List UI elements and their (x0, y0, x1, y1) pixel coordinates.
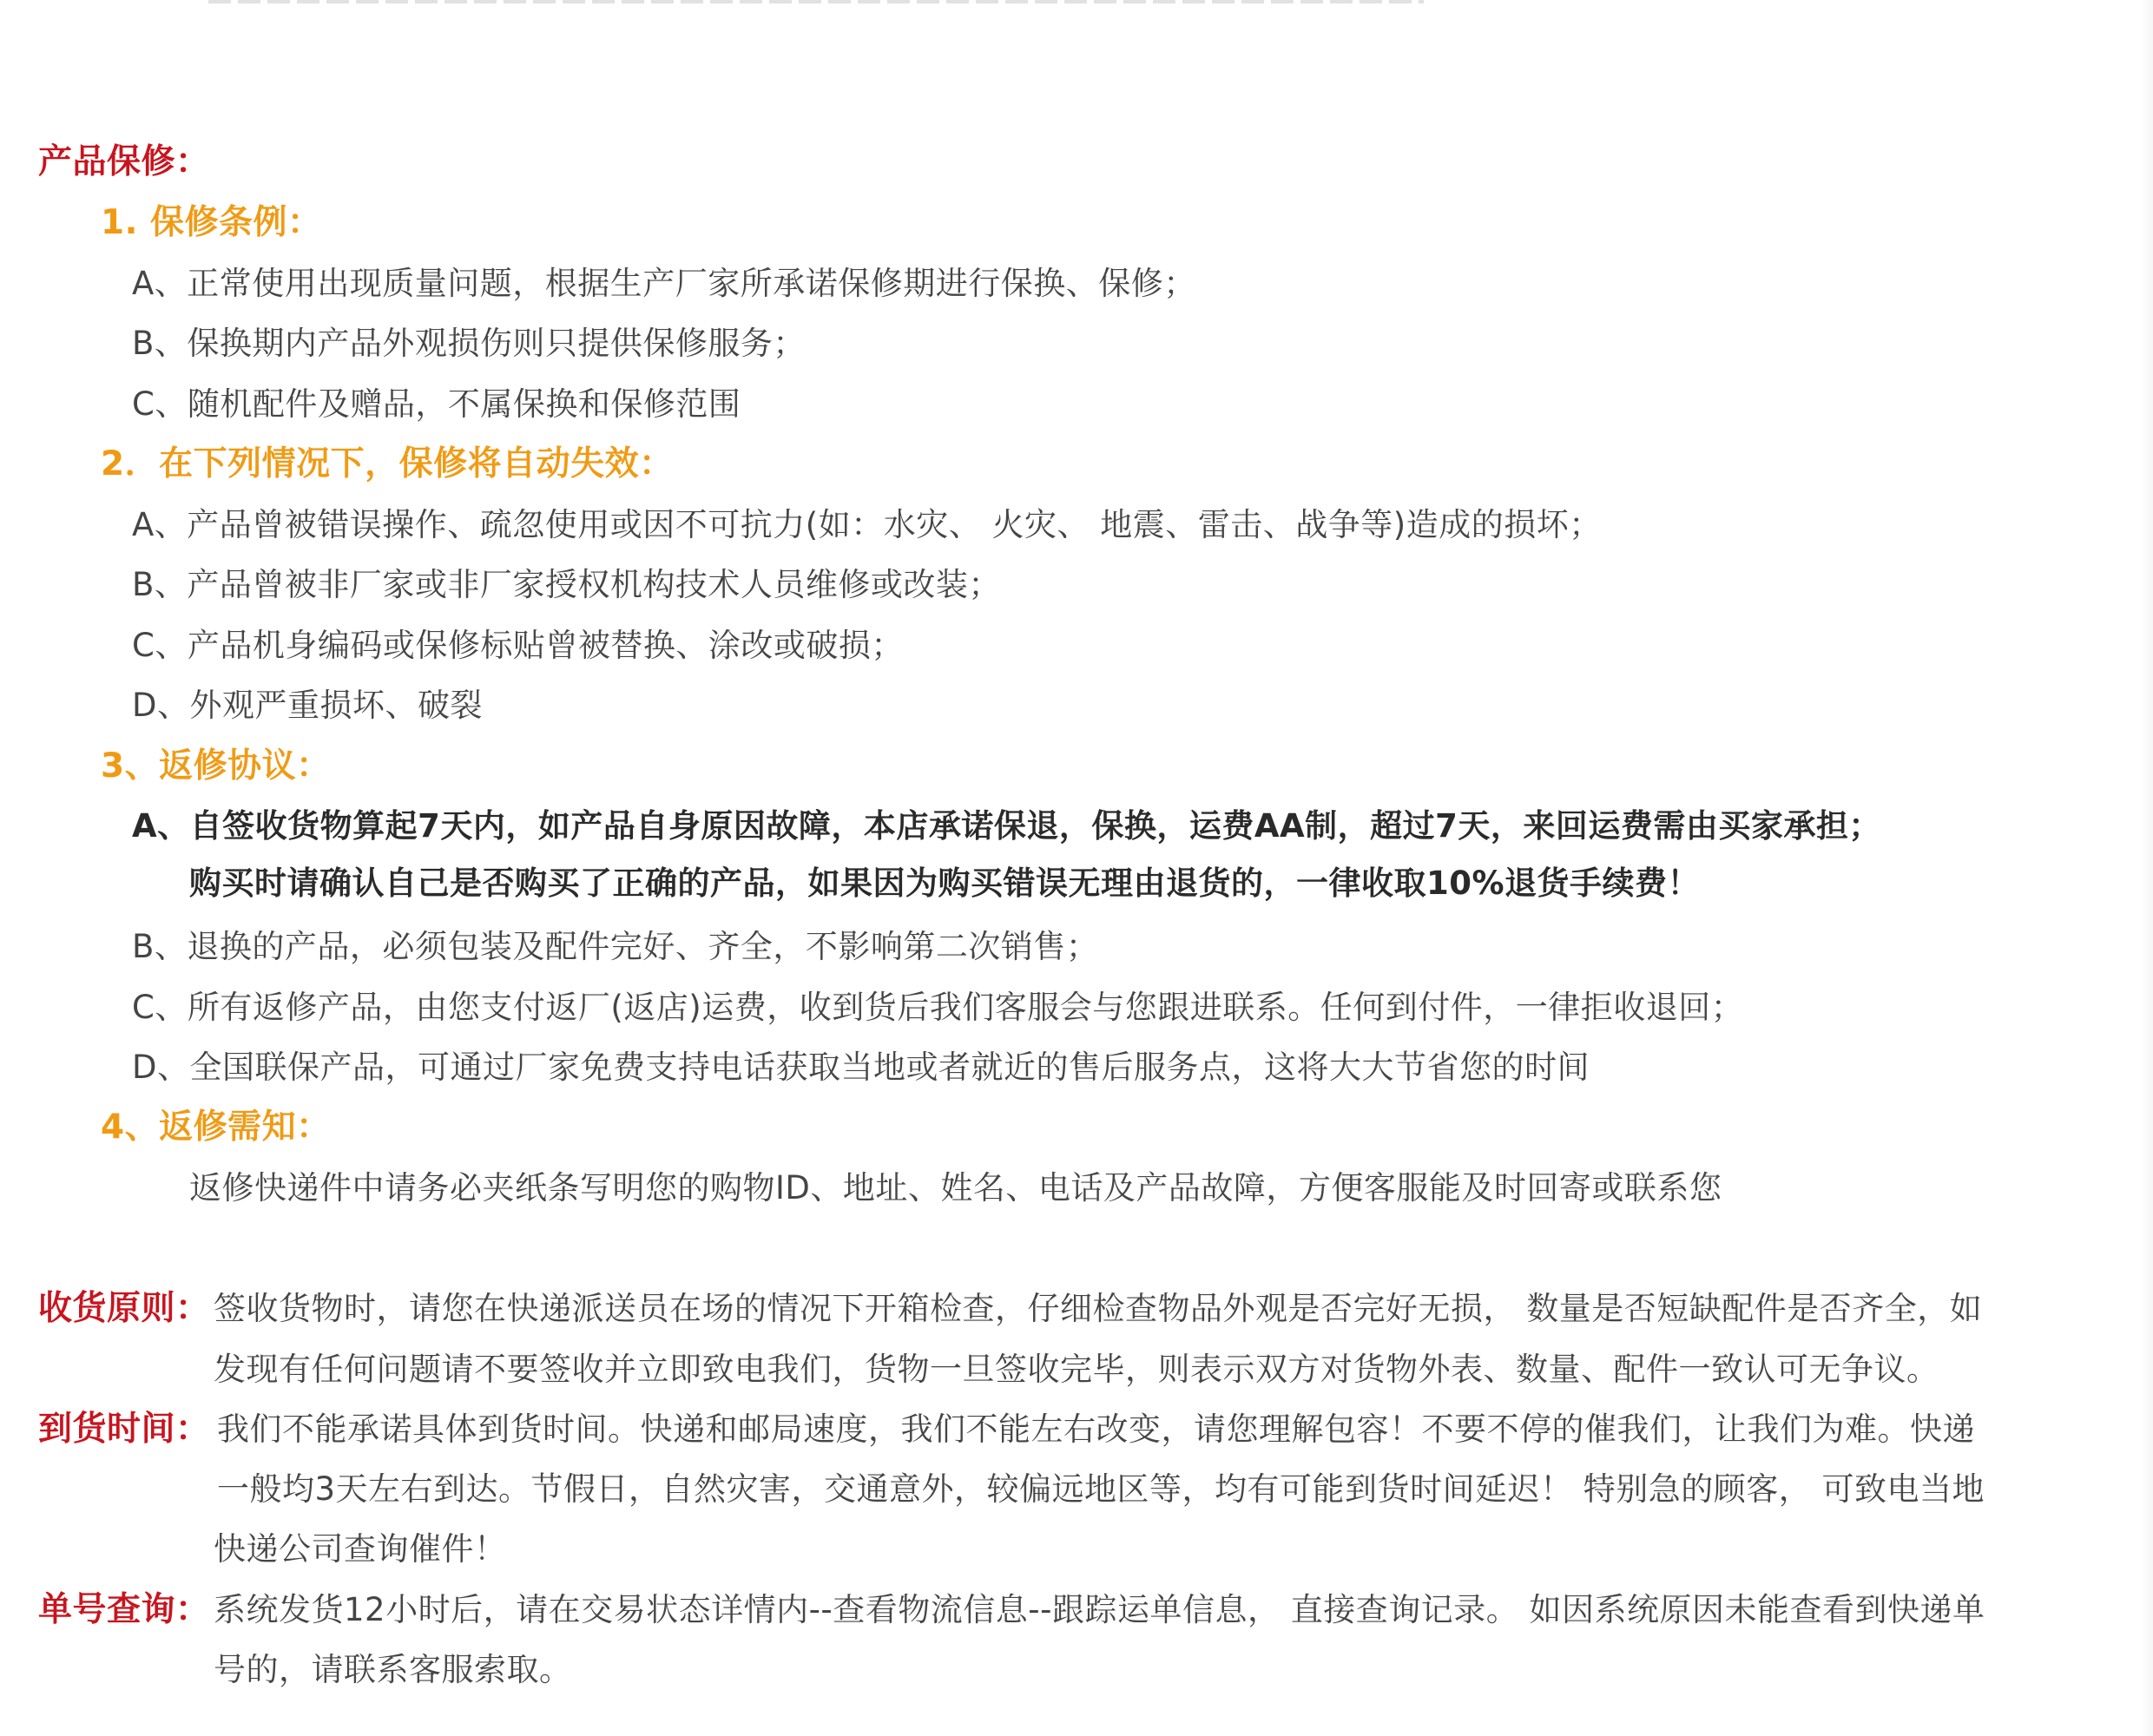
list-item-bold-continuation: 购买时请确认自己是否购买了正确的产品，如果因为购买错误无理由退货的，一律收取10%退货手续费！ (189, 865, 1701, 902)
section-title-warranty-void: 2．在下列情况下，保修将自动失效： (101, 444, 674, 483)
list-item: C、所有返修产品，由您支付返厂(返店)运费，收到货后我们客服会与您跟进联系。任何到付件，一律拒收退回； (132, 989, 1744, 1026)
list-item: 返修快递件中请务必夹纸条写明您的购物ID、地址、姓名、电话及产品故障，方便客服能及时回寄或联系您 (189, 1169, 1722, 1207)
policy-text: 签收货物时，请您在快递派送员在场的情况下开箱检查，仔细检查物品外观是否完好无损， 数量是否短缺配件是否齐全，如 (214, 1290, 1983, 1327)
section-title-return-agreement: 3、返修协议： (101, 746, 331, 786)
list-item: B、保换期内产品外观损伤则只提供保修服务； (132, 325, 806, 362)
policy-text: 发现有任何问题请不要签收并立即致电我们，货物一旦签收完毕，则表示双方对货物外表、数量、配件一致认可无争议。 (214, 1351, 1939, 1388)
list-item: D、外观严重损坏、破裂 (132, 687, 483, 724)
list-item: C、产品机身编码或保修标贴曾被替换、涂改或破损； (132, 627, 904, 664)
list-item: A、正常使用出现质量问题，根据生产厂家所承诺保修期进行保换、保修； (132, 265, 1196, 302)
policy-text: 我们不能承诺具体到货时间。快递和邮局速度，我们不能左右改变，请您理解包容！不要不停的催我们，让我们为难。快递 (217, 1410, 1975, 1448)
list-item: B、退换的产品，必须包装及配件完好、齐全，不影响第二次销售； (132, 928, 1099, 965)
policy-text: 快递公司查询催件！ (214, 1530, 507, 1568)
list-item: D、全国联保产品，可通过厂家免费支持电话获取当地或者就近的售后服务点，这将大大节省您的时间 (132, 1049, 1590, 1086)
warranty-heading: 产品保修： (38, 142, 210, 181)
list-item: A、产品曾被错误操作、疏忽使用或因不可抗力(如：水灾、 火灾、 地震、雷击、战争等)造成的损坏； (132, 506, 1602, 543)
policy-label-receiving: 收货原则： (38, 1289, 210, 1328)
policy-label-tracking: 单号查询： (38, 1590, 210, 1629)
policy-text: 一般均3天左右到达。节假日，自然灾害，交通意外，较偏远地区等，均有可能到货时间延迟！ 特别急的顾客， 可致电当地 (217, 1470, 1985, 1508)
policy-text: 号的，请联系客服索取。 (214, 1651, 572, 1688)
section-title-return-notice: 4、返修需知： (101, 1108, 331, 1147)
section-title-warranty-terms: 1. 保修条例： (101, 203, 322, 242)
policy-label-arrival-time: 到货时间： (38, 1410, 210, 1449)
list-item: B、产品曾被非厂家或非厂家授权机构技术人员维修或改装； (132, 566, 1001, 603)
policy-text: 系统发货12小时后，请在交易状态详情内--查看物流信息--跟踪运单信息， 直接查询记录。 如因系统原因未能查看到快递单 (214, 1591, 1985, 1628)
list-item: C、随机配件及赠品，不属保换和保修范围 (132, 385, 741, 423)
list-item-bold: A、自签收货物算起7天内，如产品自身原因故障，本店承诺保退，保换，运费AA制，超过7天，来回运费需由买家承担； (132, 807, 1881, 845)
